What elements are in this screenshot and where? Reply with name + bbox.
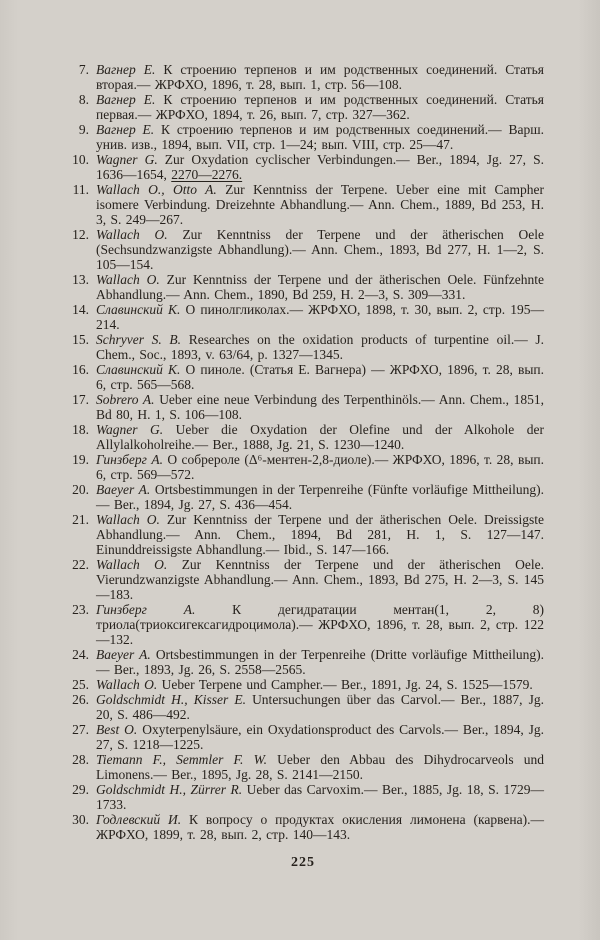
reference-body-text: К строению терпенов и им родственных соединений. Статья первая.— ЖРФХО, 1894, т. 26, вып. 7, стр. 327—362. <box>96 92 545 122</box>
reference-entry <box>62 722 544 752</box>
reference-entry <box>62 422 544 452</box>
reference-body-text: О пинолгликолах.— ЖРФХО, 1898, т. 30, вып. 2, стр. 195—214. <box>96 302 544 332</box>
reference-text <box>96 647 544 677</box>
reference-entry <box>62 812 544 842</box>
reference-text <box>96 392 544 422</box>
reference-author: Вагнер Е. <box>96 92 156 107</box>
reference-text <box>96 512 544 557</box>
reference-author: Гинзберг А. <box>96 452 163 467</box>
reference-author: Schryver S. B. <box>96 332 182 347</box>
reference-author: Wagner G. <box>96 422 164 437</box>
reference-entry <box>62 122 544 152</box>
reference-body-text: Zur Kenntniss der Terpene und der ätherischen Oele (Sechsundzwanzigste Abhandlung).— Ann. Chem., 1893, Bd 277, H. 1—2, S. 105—154. <box>96 227 545 272</box>
reference-entry <box>62 752 544 782</box>
page-number: 225 <box>291 855 315 870</box>
reference-author: Wagner G. <box>96 152 158 167</box>
reference-number: 16. <box>72 362 89 377</box>
reference-body-text: О пиноле. (Статья Е. Вагнера) — ЖРФХО, 1896, т. 28, вып. 6, стр. 565—568. <box>96 362 544 392</box>
reference-author: Wallach O. <box>96 272 160 287</box>
reference-text <box>96 92 544 122</box>
reference-number: 17. <box>72 392 89 407</box>
reference-number: 12. <box>72 227 89 242</box>
reference-entry <box>62 92 544 122</box>
reference-text <box>96 452 544 482</box>
reference-author: Baeyer A. <box>96 647 151 662</box>
reference-number: 7. <box>78 62 89 77</box>
reference-body-text: Ortsbestimmungen in der Terpenreihe (Fünfte vorläufige Mittheilung).— Ber., 1894, Jg. 27, S. 436—454. <box>96 482 544 512</box>
reference-body-text: Ueber eine neue Verbindung des Terpenthinöls.— Ann. Chem., 1851, Bd 80, H. 1, S. 106—108. <box>96 392 544 422</box>
reference-number: 18. <box>72 422 89 437</box>
reference-body-text: К дегидратации ментан(1, 2, 8) триола(триоксигексагидроцимола).— ЖРФХО, 1896, т. 28, вып. 2, стр. 122—132. <box>96 602 544 647</box>
reference-author: Goldschmidt H., Kisser E. <box>96 692 246 707</box>
reference-author: Wallach O., Otto A. <box>96 182 217 197</box>
reference-underlined-text: 2270—2276. <box>171 167 243 182</box>
reference-number: 8. <box>78 92 89 107</box>
reference-body-text: Zur Oxydation cyclischer Verbindungen.— Ber., 1894, Jg. 27, S. 1636—1654, <box>96 152 544 182</box>
reference-author: Славинский К. <box>96 362 181 377</box>
reference-text <box>96 677 544 692</box>
reference-entry <box>62 392 544 422</box>
reference-text <box>96 302 544 332</box>
reference-body-text: Ueber den Abbau des Dihydrocarveols und Limonens.— Ber., 1895, Jg. 28, S. 2141—2150. <box>96 752 545 782</box>
reference-text <box>96 752 544 782</box>
reference-body-text: Zur Kenntniss der Terpene und der ätherischen Oele. Vierundzwanzigste Abhandlung.— Ann. Chem., 1893, Bd 275, H. 2—3, S. 145—183. <box>96 557 545 602</box>
reference-author: Wallach O. <box>96 557 168 572</box>
reference-author: Вагнер Е. <box>96 62 156 77</box>
reference-body-text: К строению терпенов и им родственных соединений. Статья вторая.— ЖРФХО, 1896, т. 28, вып. 1, стр. 56—108. <box>96 62 545 92</box>
reference-author: Goldschmidt H., Zürrer R. <box>96 782 243 797</box>
reference-text <box>96 482 544 512</box>
reference-entry <box>62 362 544 392</box>
reference-number: 24. <box>72 647 89 662</box>
reference-number: 30. <box>72 812 89 827</box>
reference-number: 27. <box>72 722 89 737</box>
reference-author: Tiemann F., Semmler F. W. <box>96 752 267 767</box>
reference-number: 13. <box>72 272 89 287</box>
reference-number: 21. <box>72 512 89 527</box>
reference-entry <box>62 677 544 692</box>
reference-entry <box>62 557 544 602</box>
reference-number: 19. <box>72 452 89 467</box>
reference-entry <box>62 692 544 722</box>
reference-number: 20. <box>72 482 89 497</box>
reference-author: Wallach O. <box>96 677 158 692</box>
reference-text <box>96 362 544 392</box>
reference-author: Годлевский И. <box>96 812 182 827</box>
reference-text <box>96 152 544 182</box>
reference-author: Вагнер Е. <box>96 122 155 137</box>
reference-entry <box>62 182 544 227</box>
reference-text <box>96 62 544 92</box>
reference-author: Baeyer A. <box>96 482 151 497</box>
reference-body-text: Researches on the oxidation products of turpentine oil.— J. Chem., Soc., 1893, v. 63/64, p. 1327—1345. <box>96 332 544 362</box>
reference-entry <box>62 332 544 362</box>
reference-text <box>96 692 544 722</box>
reference-number: 26. <box>72 692 89 707</box>
reference-author: Wallach O. <box>96 227 168 242</box>
reference-text <box>96 272 544 302</box>
reference-body-text: Zur Kenntniss der Terpene. Ueber eine mit Campher isomere Verbindung. Dreizehnte Abhandlung.— Ann. Chem., 1889, Bd 253, H. 3, S. 249—267. <box>96 182 544 227</box>
reference-text <box>96 782 544 812</box>
reference-body-text: Oxyterpenylsäure, ein Oxydationsproduct des Carvols.— Ber., 1894, Jg. 27, S. 1218—1225. <box>96 722 545 752</box>
reference-entry <box>62 302 544 332</box>
reference-author: Best O. <box>96 722 138 737</box>
reference-entry <box>62 647 544 677</box>
reference-number: 28. <box>72 752 89 767</box>
reference-number: 11. <box>72 182 89 197</box>
reference-body-text: Ueber das Carvoxim.— Ber., 1885, Jg. 18, S. 1729—1733. <box>96 782 544 812</box>
reference-number: 25. <box>72 677 89 692</box>
reference-text <box>96 722 544 752</box>
reference-text <box>96 812 544 842</box>
reference-author: Славинский К. <box>96 302 181 317</box>
reference-body-text: О собрероле (Δ⁶-ментен-2,8-диоле).— ЖРФХО, 1896, т. 28, вып. 6, стр. 569—572. <box>96 452 545 482</box>
reference-author: Гинзберг А. <box>96 602 196 617</box>
reference-number: 15. <box>72 332 89 347</box>
reference-body-text: Ueber die Oxydation der Olefine und der Alkohole der Allylalkoholreihe.— Ber., 1888, Jg. 21, S. 1230—1240. <box>96 422 544 452</box>
reference-entry <box>62 602 544 647</box>
reference-number: 29. <box>72 782 89 797</box>
reference-number: 14. <box>72 302 89 317</box>
reference-entry <box>62 452 544 482</box>
reference-text <box>96 602 544 647</box>
reference-author: Sobrero A. <box>96 392 155 407</box>
reference-number: 9. <box>78 122 89 137</box>
reference-body-text: Zur Kenntniss der Terpene und der ätherischen Oele. Dreissigste Abhandlung.— Ann. Chem., 1894, Bd 281, H. 1, S. 127—147. Einunddreissigste Abhandlung.— Ibid., S. 147—166. <box>96 512 545 557</box>
reference-number: 22. <box>72 557 89 572</box>
reference-body-text: Untersuchungen über das Carvol.— Ber., 1887, Jg. 20, S. 486—492. <box>96 692 545 722</box>
reference-body-text: Ueber Terpene und Campher.— Ber., 1891, Jg. 24, S. 1525—1579. <box>161 677 533 692</box>
reference-entry <box>62 782 544 812</box>
reference-text <box>96 557 544 602</box>
reference-entry <box>62 152 544 182</box>
reference-entry <box>62 512 544 557</box>
reference-text <box>96 332 544 362</box>
reference-number: 23. <box>72 602 89 617</box>
reference-number: 10. <box>72 152 89 167</box>
reference-body-text: К строению терпенов и им родственных соединений.— Варш. унив. изв., 1894, вып. VII, стр. 1—24; вып. VIII, стр. 25—47. <box>96 122 545 152</box>
reference-entry <box>62 227 544 272</box>
reference-body-text: К вопросу о продуктах окисления лимонена (карвена).— ЖРФХО, 1899, т. 28, вып. 2, стр. 140—143. <box>96 812 545 842</box>
reference-entry <box>62 272 544 302</box>
reference-text <box>96 422 544 452</box>
reference-author: Wallach O. <box>96 512 160 527</box>
reference-list <box>62 62 544 842</box>
reference-entry <box>62 62 544 92</box>
reference-entry <box>62 482 544 512</box>
reference-text <box>96 227 544 272</box>
reference-text <box>96 182 544 227</box>
reference-text <box>96 122 544 152</box>
reference-body-text: Ortsbestimmungen in der Terpenreihe (Dritte vorläufige Mittheilung).— Ber., 1893, Jg. 26, S. 2558—2565. <box>96 647 544 677</box>
reference-body-text: Zur Kenntniss der Terpene und der ätherischen Oele. Fünfzehnte Abhandlung.— Ann. Chem., 1890, Bd 259, H. 2—3, S. 309—331. <box>96 272 545 302</box>
